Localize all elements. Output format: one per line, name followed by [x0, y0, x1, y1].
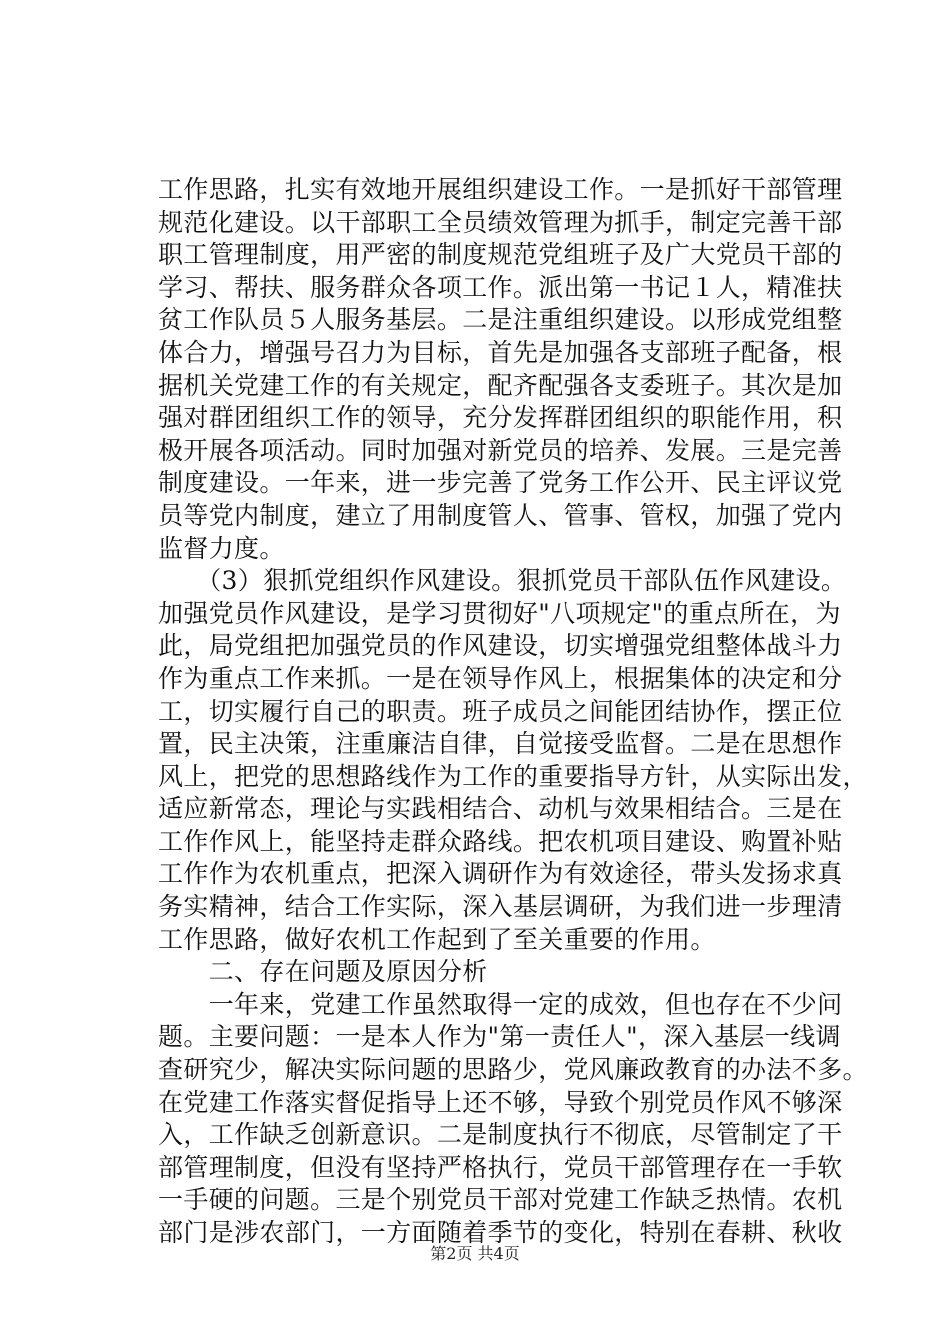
section-heading-line: （3）狠抓党组织作风建设。狠抓党员干部队伍作风建设。: [158, 566, 847, 596]
text-line: 工作作为农机重点，把深入调研作为有效途径，带头发扬求真: [158, 859, 843, 889]
text-line: 一手硬的问题。三是个别党员干部对党建工作缺乏热情。农机: [158, 1185, 843, 1215]
text-line: 贫工作队员５人服务基层。二是注重组织建设。以形成党组整: [158, 305, 843, 335]
text-line: 监督力度。: [158, 533, 285, 563]
text-line: 务实精神，结合工作实际，深入基层调研，为我们进一步理清: [158, 892, 843, 922]
text-line: 适应新常态，理论与实践相结合、动机与效果相结合。三是在: [158, 794, 843, 824]
text-line: 工作思路，扎实有效地开展组织建设工作。一是抓好干部管理: [158, 175, 843, 204]
text-line: 部门是涉农部门，一方面随着季节的变化，特别在春耕、秋收: [158, 1218, 843, 1247]
page-footer: [0, 1244, 950, 1264]
text-line: 在党建工作落实督促指导上还不够，导致个别党员作风不够深: [158, 1087, 843, 1117]
text-line: 制度建设。一年来，进一步完善了党务工作公开、民主评议党: [158, 468, 843, 498]
text-line: 员等党内制度，建立了用制度管人、管事、管权，加强了党内: [158, 500, 843, 530]
text-line: 加强党员作风建设，是学习贯彻好"八项规定"的重点所在，为: [158, 598, 841, 628]
text-line: 工作作风上，能坚持走群众路线。把农机项目建设、购置补贴: [158, 826, 843, 856]
text-line: 强对群团组织工作的领导，充分发挥群团组织的职能作用，积: [158, 403, 843, 433]
text-line: 职工管理制度，用严密的制度规范党组班子及广大党员干部的: [158, 240, 843, 270]
document-body: [158, 174, 868, 1250]
text-line: 一年来，党建工作虽然取得一定的成效，但也存在不少问: [158, 989, 843, 1019]
text-line: 学习、帮扶、服务群众各项工作。派出第一书记１人，精准扶: [158, 272, 843, 302]
text-line: 查研究少，解决实际问题的思路少，党风廉政教育的办法不多。: [158, 1055, 868, 1085]
text-line: 置，民主决策，注重廉洁自律，自觉接受监督。二是在思想作: [158, 729, 843, 759]
text-line: 风上，把党的思想路线作为工作的重要指导方针，从实际出发，: [158, 761, 868, 791]
text-line: 体合力，增强号召力为目标，首先是加强各支部班子配备，根: [158, 337, 843, 367]
text-line: 极开展各项活动。同时加强对新党员的培养、发展。三是完善: [158, 435, 843, 465]
text-line: 规范化建设。以干部职工全员绩效管理为抓手，制定完善干部: [158, 207, 843, 237]
text-line: 部管理制度，但没有坚持严格执行，党员干部管理存在一手软: [158, 1152, 843, 1182]
text-line: 题。主要问题：一是本人作为"第一责任人"，深入基层一线调: [158, 1022, 841, 1052]
text-line: 工，切实履行自己的职责。班子成员之间能团结协作，摆正位: [158, 696, 843, 726]
text-line: 据机关党建工作的有关规定，配齐配强各支委班子。其次是加: [158, 370, 843, 400]
section-heading: 二、存在问题及原因分析: [158, 957, 488, 987]
text-line: 工作思路，做好农机工作起到了至关重要的作用。: [158, 924, 716, 954]
page-number: 第2页 共4页: [430, 1244, 520, 1263]
text-line: 作为重点工作来抓。一是在领导作风上，根据集体的决定和分: [158, 663, 843, 693]
text-line: 入，工作缺乏创新意识。二是制度执行不彻底，尽管制定了干: [158, 1120, 843, 1150]
text-line: 此，局党组把加强党员的作风建设，切实增强党组整体战斗力: [158, 631, 843, 661]
